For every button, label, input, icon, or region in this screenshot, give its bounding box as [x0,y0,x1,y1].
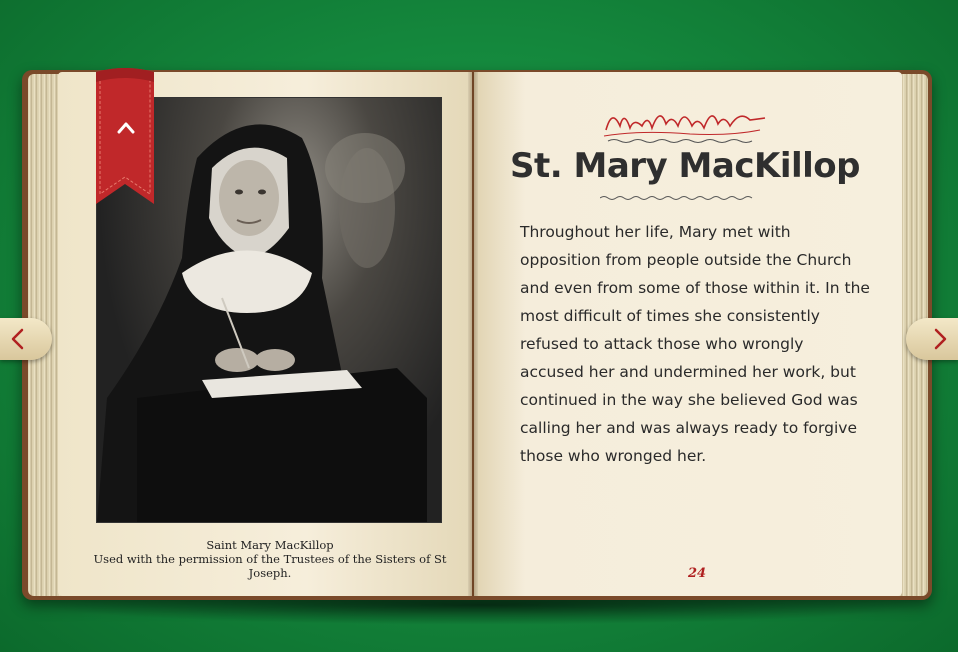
page-number: 24 [687,566,707,581]
photo-caption-title: Saint Mary MacKillop [206,538,334,552]
page-body-text: Throughout her life, Mary met with opposition from people outside the Church and even from some of those within it. In the most difficult of times she consistently refused to attack those who wrongly accused her and undermined her work, but continued in the way she believed God was calling her and was always ready to forgive those who wronged her. [520,223,870,465]
chevron-left-icon [8,327,26,351]
photo-caption-credit: Used with the permission of the Trustees of the Sisters of St Joseph. [93,552,447,580]
chevron-right-icon [932,327,950,351]
title-underline [600,194,756,202]
previous-page-button[interactable] [0,318,52,360]
chevron-up-icon[interactable] [116,118,136,138]
next-page-button[interactable] [906,318,958,360]
book-spine [468,72,478,596]
photo-caption [80,538,460,580]
signature-image [600,100,770,146]
page-title: St. Mary MacKillop [510,146,860,186]
